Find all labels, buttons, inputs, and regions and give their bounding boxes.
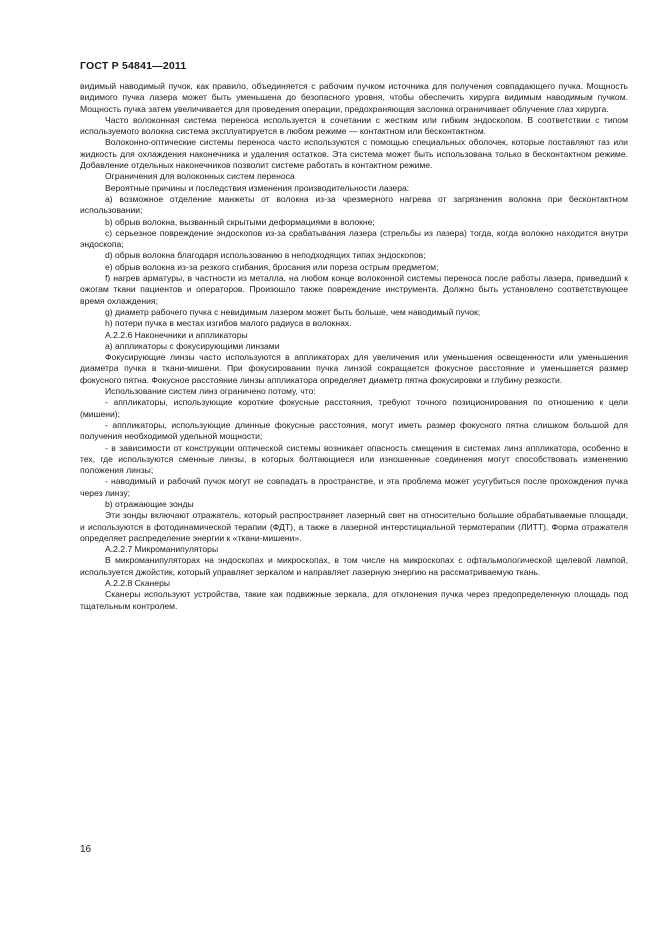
paragraph: b) обрыв волокна, вызванный скрытыми деформациями в волокне; bbox=[105, 216, 375, 227]
paragraph: f) нагрев арматуры, в частности из металла, на любом конце волоконной системы переноса после работы лазера, приведший к ожогам ткани пациентов и операторов. Произошло также повреждение инструмента. Должно быть установлено соответствующее время охлаждения; bbox=[80, 273, 628, 306]
document-header: ГОСТ Р 54841—2011 bbox=[80, 60, 187, 72]
paragraph: Сканеры используют устройства, такие как подвижные зеркала, для отклонения пучка через предопределенную площадь под тщательным контролем. bbox=[80, 589, 628, 611]
paragraph: a) аппликаторы с фокусирующими линзами bbox=[105, 340, 280, 351]
page-number: 16 bbox=[80, 844, 92, 855]
paragraph: - наводимый и рабочий пучок могут не совпадать в пространстве, и эта проблема может усугубиться после прохождения пучка через линзу; bbox=[80, 476, 628, 498]
paragraph: Фокусирующие линзы часто используются в аппликаторах для увеличения или уменьшения освещенности или уменьшения диаметра пучка в ткани-мишени. При фокусировании пучка линзой сокращается фокусное расстояние и уменьшается размер фокусного пятна. Фокусное расстояние линзы аппликатора определяет диаметр пятна фокусировки и глубину резкости. bbox=[80, 352, 628, 385]
paragraph: Эти зонды включают отражатель, который распространяет лазерный свет на относительно большие обрабатываемые площади, и используются в фотодинамической терапии (ФДТ), а также в лазерной интерстициальной термотерапии (ЛИТТ). Форма отражателя определяет распределение энергии к «ткани-мишени». bbox=[80, 510, 628, 543]
paragraph: b) отражающие зонды bbox=[105, 498, 194, 509]
paragraph: А.2.2.6 Наконечники и аппликаторы bbox=[105, 329, 248, 340]
paragraph: - в зависимости от конструкции оптической системы возникает опасность смещения в системах линз аппликатора, особенно в тех, где используются сменные линзы, в которых болтающиеся или изношенные соединения могут способствовать изменению положения линзы; bbox=[80, 442, 628, 476]
paragraph: g) диаметр рабочего пучка с невидимым лазером может быть больше, чем наводимый пучок; bbox=[105, 306, 481, 317]
paragraph: Часто волоконная система переноса используется в сочетании с жестким или гибким эндоскопом. В соответствии с типом используемого волокна система эксплуатируется в любом режиме — контактном или бесконтактном. bbox=[80, 114, 628, 137]
paragraph: d) обрыв волокна благодаря использованию в неподходящих типах эндоскопов; bbox=[105, 250, 426, 261]
paragraph: Вероятные причины и последствия изменения производительности лазера: bbox=[105, 182, 410, 193]
paragraph: h) потери пучка в местах изгибов малого радиуса в волокнах. bbox=[105, 318, 352, 329]
paragraph: - аппликаторы, использующие короткие фокусные расстояния, требуют точного позиционирования по отношению к цели (мишени); bbox=[80, 397, 628, 419]
document-body bbox=[80, 81, 628, 612]
paragraph: Ограничения для волоконных систем переноса bbox=[105, 171, 295, 182]
paragraph: c) серьезное повреждение эндоскопов из-за срабатывания лазера (стрельбы из лазера) тогда, когда волокно находится внутри эндоскопа; bbox=[80, 227, 628, 250]
paragraph: Волоконно-оптические системы переноса часто используются с помощью специальных оболочек, которые поставляют газ или жидкость для охлаждения наконечника и удаления остатков. Эта система может быть использована только в бесконтактном режиме. Добавление отдельных наконечников позволит системе работать в контактном режиме. bbox=[80, 137, 628, 171]
paragraph: А.2.2.8 Сканеры bbox=[105, 578, 171, 589]
paragraph: видимый наводимый пучок, как правило, объединяется с рабочим пучком источника для получения совпадающего пучка. Мощность видимого пучка лазера может быть уменьшена до безопасного уровня, чтобы обеспечить хирурга видимым наводимым пучком. Мощность пучка затем увеличивается для проведения операции, предохраняющая заслонка ограничивает облучение глаз хирурга. bbox=[80, 81, 628, 114]
paragraph: a) возможное отделение манжеты от волокна из-за чрезмерного нагрева от загрязнения волокна при бесконтактном использовании; bbox=[80, 193, 628, 216]
paragraph: В микроманипуляторах на эндоскопах и микроскопах, в том числе на микроскопах с офтальмологической щелевой лампой, используется джойстик, который управляет зеркалом и направляет лазерную энергию на рассматриваемую ткань. bbox=[80, 555, 628, 577]
paragraph: Использование систем линз ограничено потому, что: bbox=[105, 386, 316, 397]
paragraph: А.2.2.7 Микроманипуляторы bbox=[105, 544, 219, 555]
paragraph: - аппликаторы, использующие длинные фокусные расстояния, могут иметь размер фокусного пятна слишком большой для получения необходимой удельной мощности; bbox=[80, 419, 628, 442]
paragraph: e) обрыв волокна из-за резкого сгибания, бросания или пореза острым предметом; bbox=[105, 261, 439, 272]
